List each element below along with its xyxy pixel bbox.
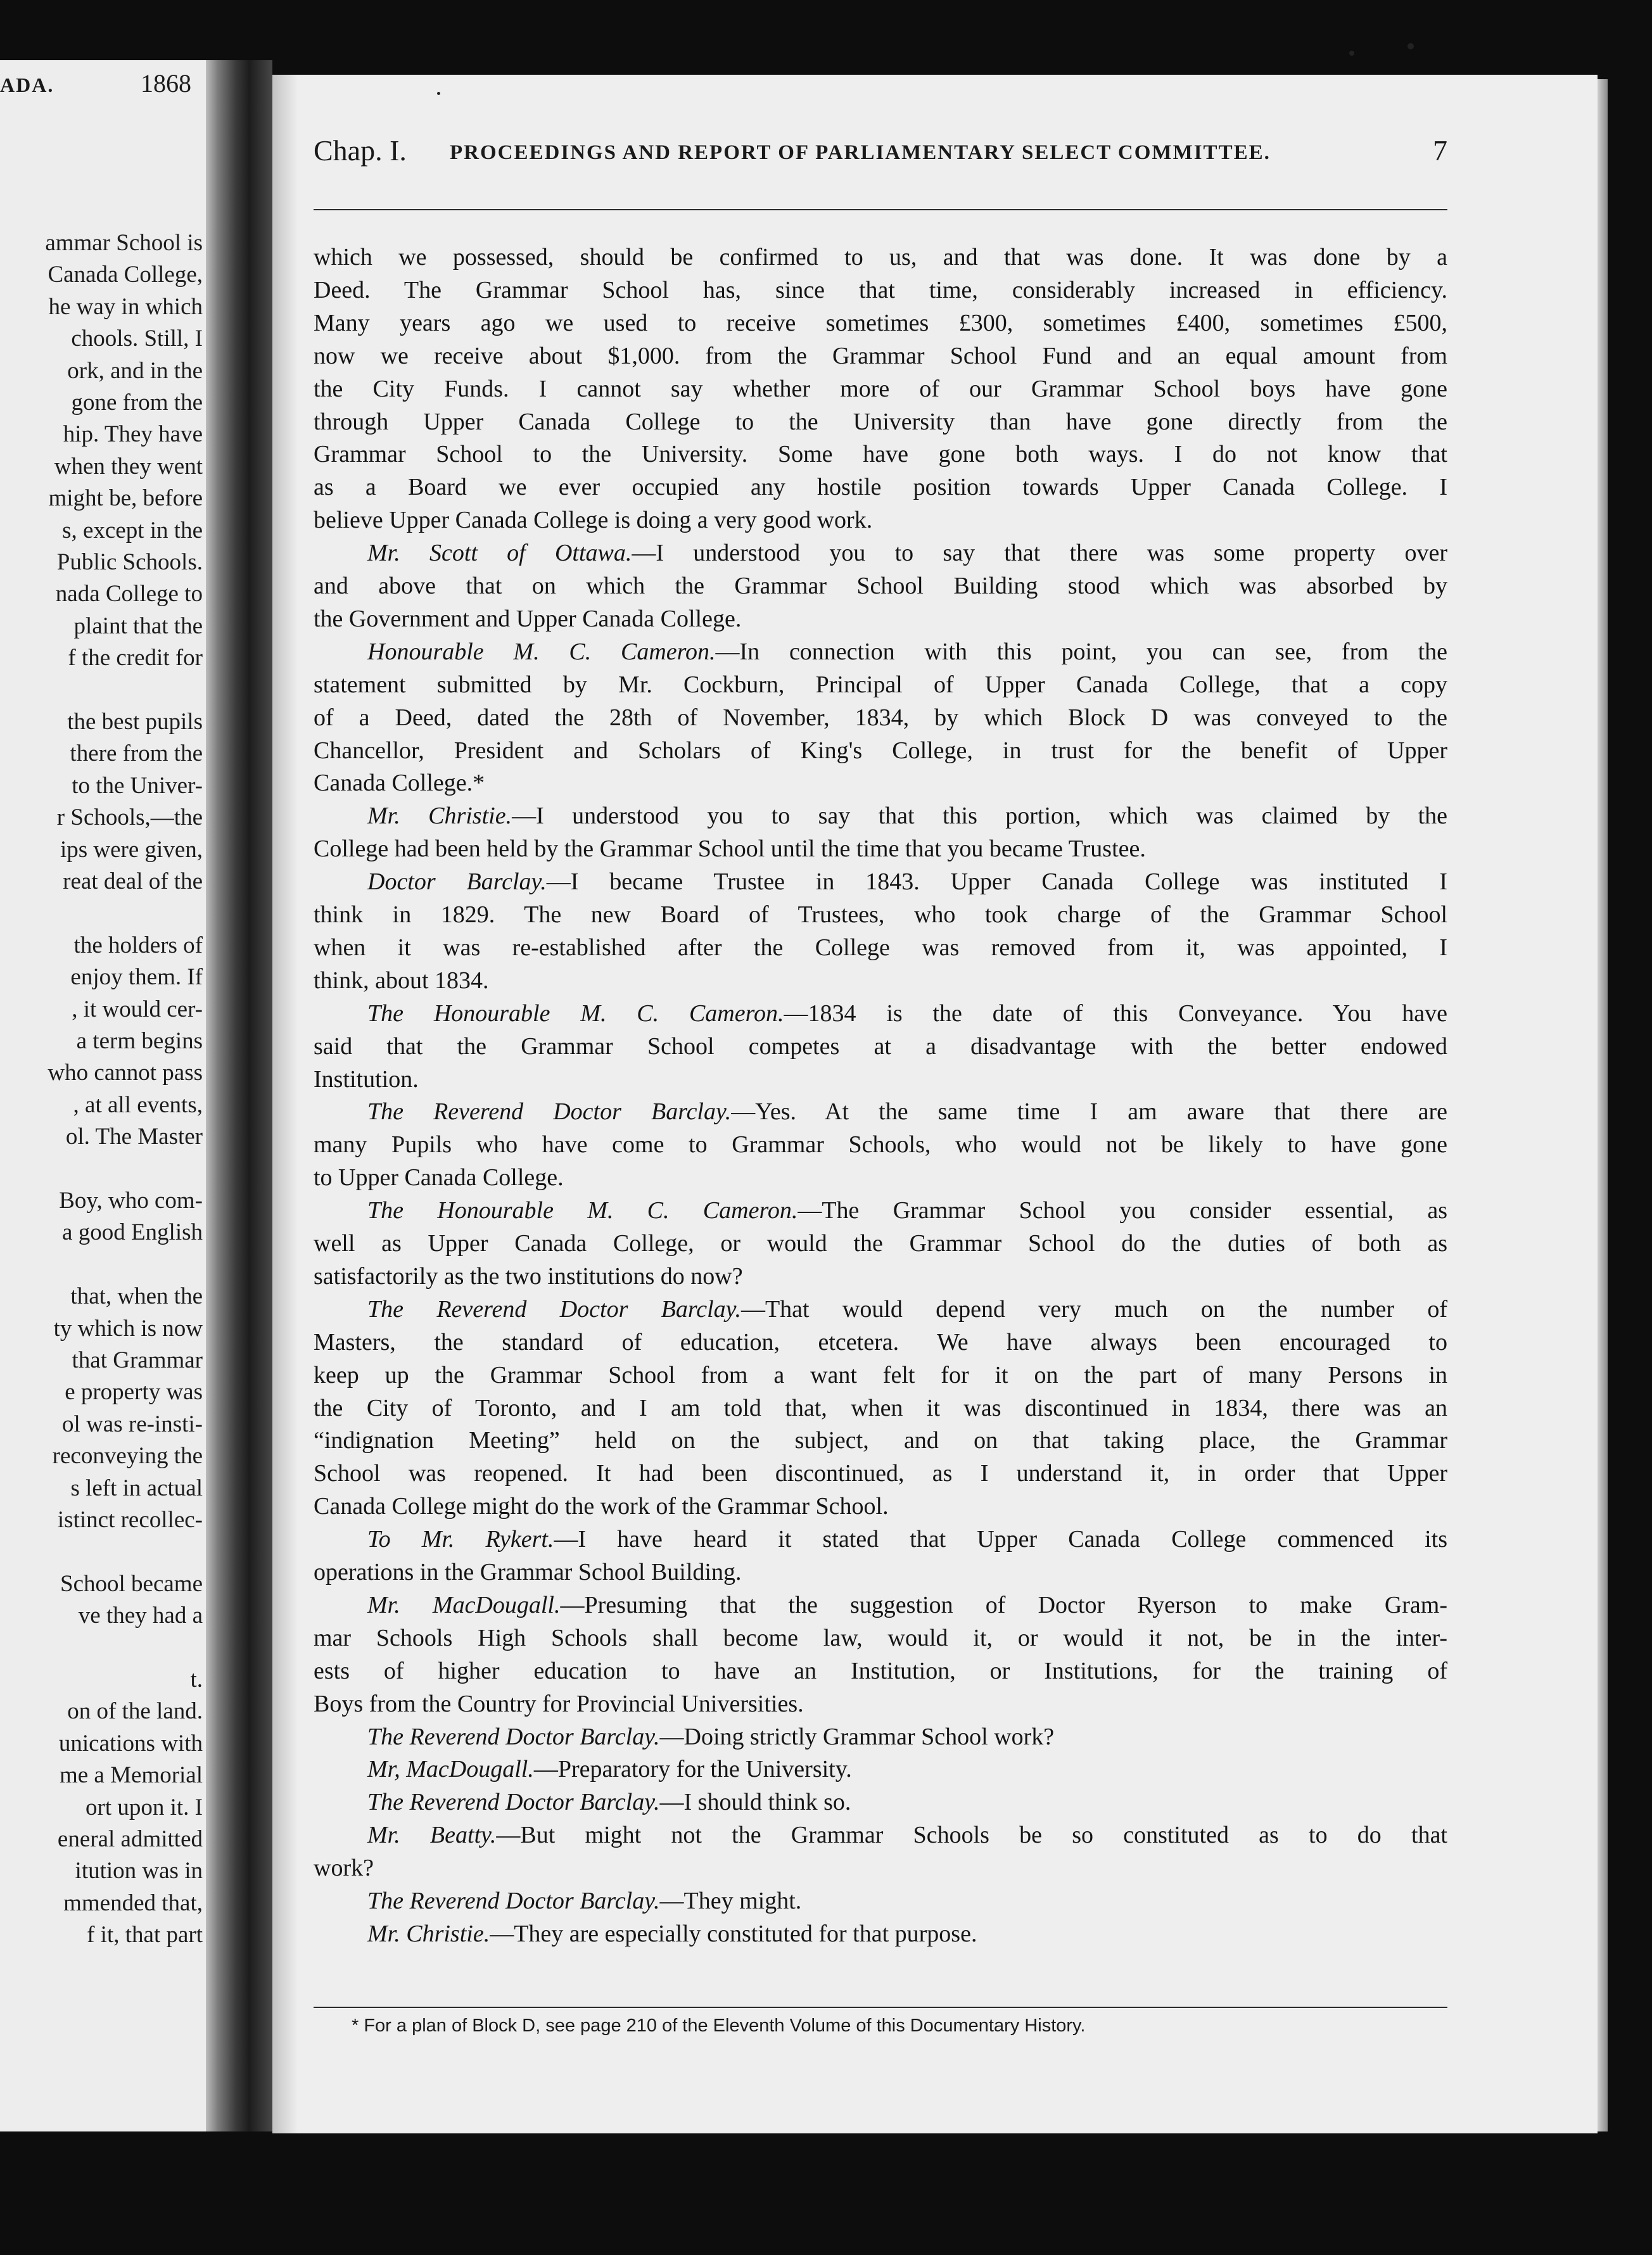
line-text: —Presuming that the suggestion of Doctor Ryerson to make Gram- (560, 1591, 1447, 1618)
line-text: —1834 is the date of this Conveyance. You have (784, 1000, 1448, 1027)
chapter-label: Chap. I. (314, 134, 407, 167)
left-page-line: who cannot pass (48, 1060, 203, 1086)
left-page-line: plaint that the (73, 613, 203, 639)
left-page-line: ammar School is (45, 230, 203, 256)
speaker-line (314, 1753, 1447, 1786)
left-page-line: istinct recollec- (57, 1507, 203, 1533)
speaker-line (314, 1819, 1447, 1852)
left-page-line: ol. The Master (65, 1124, 203, 1150)
header-rule (314, 209, 1447, 210)
speaker-line (314, 1589, 1447, 1622)
left-page-line: reat deal of the (63, 868, 203, 894)
text-line (314, 504, 1447, 537)
left-page-line: that Grammar (72, 1347, 203, 1373)
line-text: said that the Grammar School competes at a disadvantage with the better endowed (314, 1032, 1447, 1060)
speaker-name: The Honourable M. C. Cameron. (367, 1000, 784, 1027)
line-text: Chancellor, President and Scholars of King's College, in trust for the benefit of Upper (314, 737, 1447, 764)
speaker-name: Doctor Barclay. (367, 868, 547, 896)
speaker-name: Mr. Christie. (367, 803, 512, 830)
left-page-line: when they went (54, 453, 203, 480)
speaker-line (314, 1293, 1447, 1326)
text-line (314, 340, 1447, 372)
text-line (314, 668, 1447, 701)
text-line (314, 274, 1447, 307)
speaker-line (314, 1917, 1447, 1950)
line-text: —The Grammar School you consider essential, as (797, 1197, 1448, 1224)
left-page-line: gone from the (71, 390, 203, 416)
line-text: the City Funds. I cannot say whether more of our Grammar School boys have gone (314, 375, 1447, 402)
line-text: satisfactorily as the two institutions do now? (314, 1262, 743, 1290)
text-line (314, 569, 1447, 602)
left-page-line: t. (190, 1667, 203, 1693)
line-text: ests of higher education to have an Institution, or Institutions, for the training of (314, 1657, 1447, 1684)
text-line (314, 1392, 1447, 1425)
text-line (314, 602, 1447, 635)
speaker-name: Mr. MacDougall. (367, 1591, 561, 1618)
speaker-name: Mr, MacDougall. (367, 1756, 534, 1783)
speaker-line (314, 997, 1447, 1030)
line-text: keep up the Grammar School from a want felt for it on the part of many Persons in (314, 1361, 1447, 1388)
text-line (314, 898, 1447, 931)
footnote: * For a plan of Block D, see page 210 of the Eleventh Volume of this Documentary History. (352, 2016, 1086, 2036)
line-text: as a Board we ever occupied any hostile position towards Upper Canada College. I (314, 474, 1447, 501)
left-page-line: e property was (65, 1379, 203, 1406)
left-header-year: 1868 (141, 69, 191, 98)
line-text: Canada College might do the work of the Grammar School. (314, 1493, 889, 1520)
line-text: —But might not the Grammar Schools be so constituted as to do that (496, 1822, 1447, 1849)
speaker-name: Mr. Scott of Ottawa. (367, 540, 632, 567)
left-page-line: eneral admitted (57, 1826, 203, 1852)
left-page-line: itution was in (75, 1858, 203, 1884)
line-text: —In connection with this point, you can see, from the (715, 638, 1447, 665)
speaker-line (314, 537, 1447, 569)
left-page-line: ty which is now (53, 1315, 203, 1342)
page-edge (1598, 79, 1608, 2131)
line-text: —Preparatory for the University. (533, 1756, 852, 1783)
left-page-line: Boy, who com- (59, 1188, 203, 1214)
line-text: statement submitted by Mr. Cockburn, Principal of Upper Canada College, that a copy (314, 671, 1447, 698)
speaker-line (314, 1523, 1447, 1556)
line-text: Canada College.* (314, 770, 485, 797)
line-text: —They might. (659, 1888, 802, 1914)
text-line (314, 241, 1447, 274)
left-page-line: unications with (58, 1730, 203, 1756)
left-page-line: r Schools,—the (56, 804, 203, 831)
line-text: the City of Toronto, and I am told that, when it was discontinued in 1834, there was an (314, 1394, 1447, 1421)
left-page-line: chools. Still, I (71, 326, 203, 352)
line-text: —I should think so. (659, 1789, 851, 1816)
text-line (314, 1326, 1447, 1359)
speaker-name: The Reverend Doctor Barclay. (367, 1723, 660, 1750)
speaker-line (314, 1194, 1447, 1227)
scan-speck (437, 92, 440, 95)
speaker-name: Mr. Beatty. (367, 1822, 497, 1849)
text-line (314, 931, 1447, 964)
left-page-line: he way in which (48, 293, 203, 320)
left-page-line: a good English (62, 1219, 203, 1246)
left-page-line: a term begins (76, 1028, 203, 1054)
speaker-name: The Honourable M. C. Cameron. (367, 1197, 798, 1224)
line-text: well as Upper Canada College, or would the Grammar School do the duties of both as (314, 1230, 1447, 1257)
text-line (314, 1687, 1447, 1720)
speaker-name: The Reverend Doctor Barclay. (367, 1098, 732, 1126)
left-page-line: s left in actual (70, 1475, 203, 1501)
text-line (314, 1852, 1447, 1884)
left-page-line: School became (60, 1570, 203, 1597)
left-page-line: s, except in the (62, 517, 203, 543)
left-page-line: , at all events, (73, 1091, 203, 1118)
left-page-line: that, when the (70, 1283, 203, 1310)
line-text: —I became Trustee in 1843. Upper Canada College was instituted I (546, 868, 1447, 896)
speaker-name: The Reverend Doctor Barclay. (367, 1295, 741, 1323)
left-page-line: , it would cer- (72, 996, 203, 1022)
text-line (314, 1556, 1447, 1589)
text-line (314, 1457, 1447, 1490)
left-page-line: ort upon it. I (86, 1794, 203, 1820)
left-page-line: Public Schools. (56, 549, 203, 575)
text-line (314, 701, 1447, 734)
left-page-line: there from the (70, 740, 203, 767)
speaker-line (314, 1720, 1447, 1753)
left-page-line: mmended that, (63, 1890, 203, 1916)
running-title: PROCEEDINGS AND REPORT OF PARLIAMENTARY SELECT COMMITTEE. (450, 141, 1271, 164)
text-line (314, 1030, 1447, 1063)
speaker-name: To Mr. Rykert. (367, 1526, 554, 1553)
left-header-running-title: ADA. (0, 73, 54, 96)
left-page-line: the best pupils (67, 709, 203, 735)
line-text: —I understood you to say that there was some property over (632, 540, 1447, 567)
line-text: —Doing strictly Grammar School work? (659, 1723, 1055, 1750)
line-text: when it was re-established after the College was removed from it, was appointed, I (314, 934, 1447, 961)
speaker-line (314, 1786, 1447, 1819)
line-text: “indignation Meeting” held on the subject, and on that taking place, the Grammar (314, 1427, 1447, 1454)
text-line (314, 307, 1447, 340)
speaker-name: Mr. Christie. (367, 1920, 490, 1947)
line-text: School was reopened. It had been discontinued, as I understand it, in order that Upper (314, 1460, 1447, 1487)
line-text: of a Deed, dated the 28th of November, 1834, by which Block D was conveyed to the (314, 704, 1447, 731)
left-page-line: hip. They have (63, 421, 203, 448)
text-line (314, 1128, 1447, 1161)
line-text: Grammar School to the University. Some have gone both ways. I do not know that (314, 441, 1447, 468)
left-page-line: nada College to (55, 581, 203, 607)
left-page-line: the holders of (73, 932, 203, 958)
text-line (314, 766, 1447, 799)
line-text: think, about 1834. (314, 967, 489, 994)
line-text: now we receive about $1,000. from the Grammar School Fund and an equal amount from (314, 342, 1447, 369)
speaker-line (314, 799, 1447, 832)
line-text: Masters, the standard of education, etcetera. We have always been encouraged to (314, 1328, 1447, 1356)
text-line (314, 1490, 1447, 1523)
page-shadow (272, 75, 298, 2133)
line-text: —I have heard it stated that Upper Canada College commenced its (554, 1526, 1447, 1553)
line-text: Many years ago we used to receive sometimes £300, sometimes £400, sometimes £500, (314, 309, 1447, 336)
speaker-line (314, 1095, 1447, 1128)
left-page-line: might be, before (48, 485, 203, 512)
line-text: think in 1829. The new Board of Trustees, who took charge of the Grammar School (314, 901, 1447, 928)
line-text: and above that on which the Grammar School Building stood which was absorbed by (314, 573, 1447, 599)
line-text: believe Upper Canada College is doing a very good work. (314, 507, 873, 534)
line-text: Boys from the Country for Provincial Universities. (314, 1690, 804, 1717)
text-line (314, 1227, 1447, 1260)
left-page-line: enjoy them. If (70, 964, 203, 991)
text-line (314, 1359, 1447, 1392)
text-line (314, 734, 1447, 767)
line-text: many Pupils who have come to Grammar Schools, who would not be likely to have gone (314, 1131, 1447, 1159)
text-line (314, 1260, 1447, 1293)
text-line (314, 1424, 1447, 1457)
speaker-line (314, 865, 1447, 898)
left-page-line: on of the land. (67, 1698, 203, 1725)
text-line (314, 832, 1447, 865)
line-text: to Upper Canada College. (314, 1164, 564, 1191)
left-page-line: ips were given, (60, 836, 203, 863)
book-gutter (206, 60, 272, 2131)
line-text: which we possessed, should be confirmed to us, and that was done. It was done by a (314, 244, 1447, 270)
text-line (314, 405, 1447, 438)
line-text: —I understood you to say that this portion, which was claimed by the (512, 803, 1447, 830)
line-text: the Government and Upper Canada College. (314, 605, 742, 632)
line-text: mar Schools High Schools shall become law, would it, or would it not, be in the inter- (314, 1624, 1447, 1651)
line-text: College had been held by the Grammar School until the time that you became Trustee. (314, 835, 1146, 863)
text-line (314, 964, 1447, 997)
left-page-line: me a Memorial (59, 1762, 203, 1789)
text-line (314, 438, 1447, 471)
line-text: through Upper Canada College to the University than have gone directly from the (314, 408, 1447, 435)
line-text: —Yes. At the same time I am aware that there are (731, 1098, 1447, 1126)
line-text: work? (314, 1855, 374, 1882)
left-page-line: ol was re-insti- (62, 1411, 203, 1437)
speaker-line (314, 1884, 1447, 1917)
left-page-line: ve they had a (78, 1603, 203, 1629)
line-text: —They are especially constituted for that purpose. (490, 1920, 977, 1947)
line-text: operations in the Grammar School Building. (314, 1559, 742, 1585)
left-page-line: f it, that part (87, 1922, 203, 1948)
text-line (314, 1655, 1447, 1687)
left-page-line: reconveying the (52, 1443, 203, 1470)
scan-speck (1349, 51, 1354, 56)
line-text: —That would depend very much on the number of (740, 1295, 1448, 1323)
text-line (314, 1063, 1447, 1096)
footnote-rule (314, 2007, 1447, 2008)
speaker-name: The Reverend Doctor Barclay. (367, 1789, 660, 1816)
scan-speck (1407, 43, 1414, 49)
left-page-line: to the Univer- (72, 772, 203, 799)
text-line (314, 372, 1447, 405)
page-header (314, 130, 1447, 174)
left-page-line: ork, and in the (67, 357, 203, 384)
speaker-line (314, 635, 1447, 668)
text-line (314, 1622, 1447, 1655)
page-number: 7 (1433, 134, 1447, 167)
text-line (314, 471, 1447, 504)
left-page-line: f the credit for (68, 645, 203, 671)
line-text: Deed. The Grammar School has, since that time, considerably increased in efficiency. (314, 276, 1447, 303)
left-page-line: Canada College, (48, 262, 203, 288)
speaker-name: Honourable M. C. Cameron. (367, 638, 716, 665)
speaker-name: The Reverend Doctor Barclay. (367, 1888, 660, 1914)
line-text: Institution. (314, 1065, 419, 1093)
text-line (314, 1161, 1447, 1194)
